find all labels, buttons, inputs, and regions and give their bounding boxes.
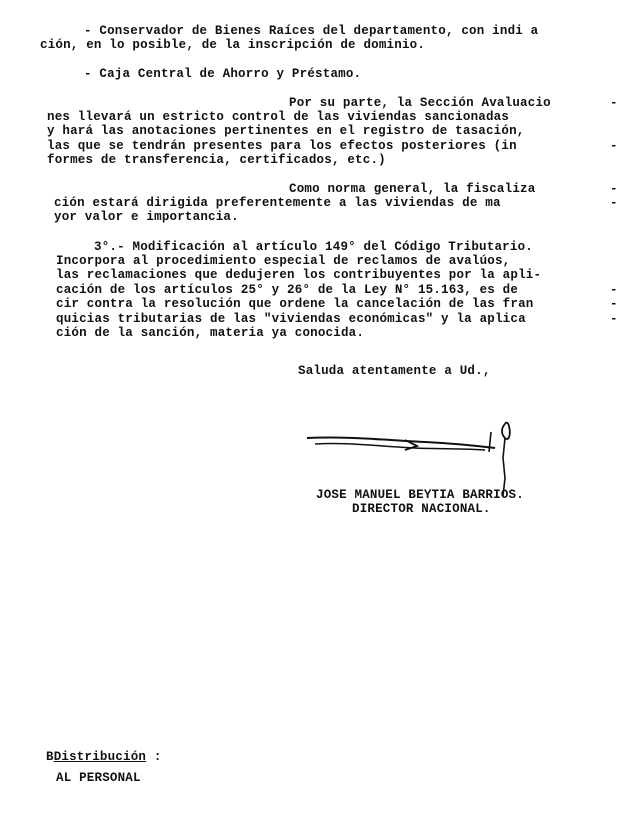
distribution-recipient: AL PERSONAL: [56, 771, 141, 785]
paragraph-line: ción de la sanción, materia ya conocida.: [56, 326, 365, 340]
paragraph-line: nes llevará un estricto control de las viviendas sancionadas: [47, 110, 510, 124]
continuation-dash: -: [610, 96, 618, 110]
continuation-dash: -: [610, 283, 618, 297]
paragraph-line: Como norma general, la fiscaliza: [289, 182, 536, 196]
signatory-title: DIRECTOR NACIONAL.: [352, 502, 491, 516]
paragraph-line: ción estará dirigida preferentemente a las viviendas de ma: [54, 196, 501, 210]
list-item-line: - Caja Central de Ahorro y Préstamo.: [84, 67, 362, 81]
list-item-line: ción, en lo posible, de la inscripción de dominio.: [40, 38, 426, 52]
paragraph-line: cir contra la resolución que ordene la cancelación de las fran: [56, 297, 534, 311]
continuation-dash: -: [610, 182, 618, 196]
signatory-name: JOSE MANUEL BEYTIA BARRIOS.: [316, 488, 524, 502]
continuation-dash: -: [610, 297, 618, 311]
list-item-line: - Conservador de Bienes Raíces del departamento, con indi a: [84, 24, 539, 38]
distribution-heading: [46, 750, 162, 764]
paragraph-line: 3°.- Modificación al artículo 149° del Código Tributario.: [94, 240, 533, 254]
distribution-suffix: :: [146, 750, 162, 764]
paragraph-line: las reclamaciones que dedujeren los contribuyentes por la apli-: [56, 268, 542, 282]
continuation-dash: -: [610, 196, 618, 210]
paragraph-line: quicias tributarias de las "viviendas económicas" y la aplica: [56, 312, 526, 326]
closing-salutation: Saluda atentamente a Ud.,: [298, 364, 491, 378]
paragraph-line: cación de los artículos 25° y 26° de la Ley N° 15.163, es de: [56, 283, 519, 297]
continuation-dash: -: [610, 139, 618, 153]
paragraph-line: formes de transferencia, certificados, etc.): [47, 153, 386, 167]
paragraph-line: Por su parte, la Sección Avaluacio: [289, 96, 551, 110]
paragraph-line: yor valor e importancia.: [54, 210, 239, 224]
distribution-prefix: B: [46, 750, 54, 764]
paragraph-line: y hará las anotaciones pertinentes en el registro de tasación,: [47, 124, 525, 138]
handwritten-signature: [305, 418, 525, 498]
paragraph-line: Incorpora al procedimiento especial de reclamos de avalúos,: [56, 254, 511, 268]
distribution-title: Distribución: [53, 750, 147, 764]
continuation-dash: -: [610, 312, 618, 326]
paragraph-line: las que se tendrán presentes para los efectos posteriores (in: [47, 139, 517, 153]
